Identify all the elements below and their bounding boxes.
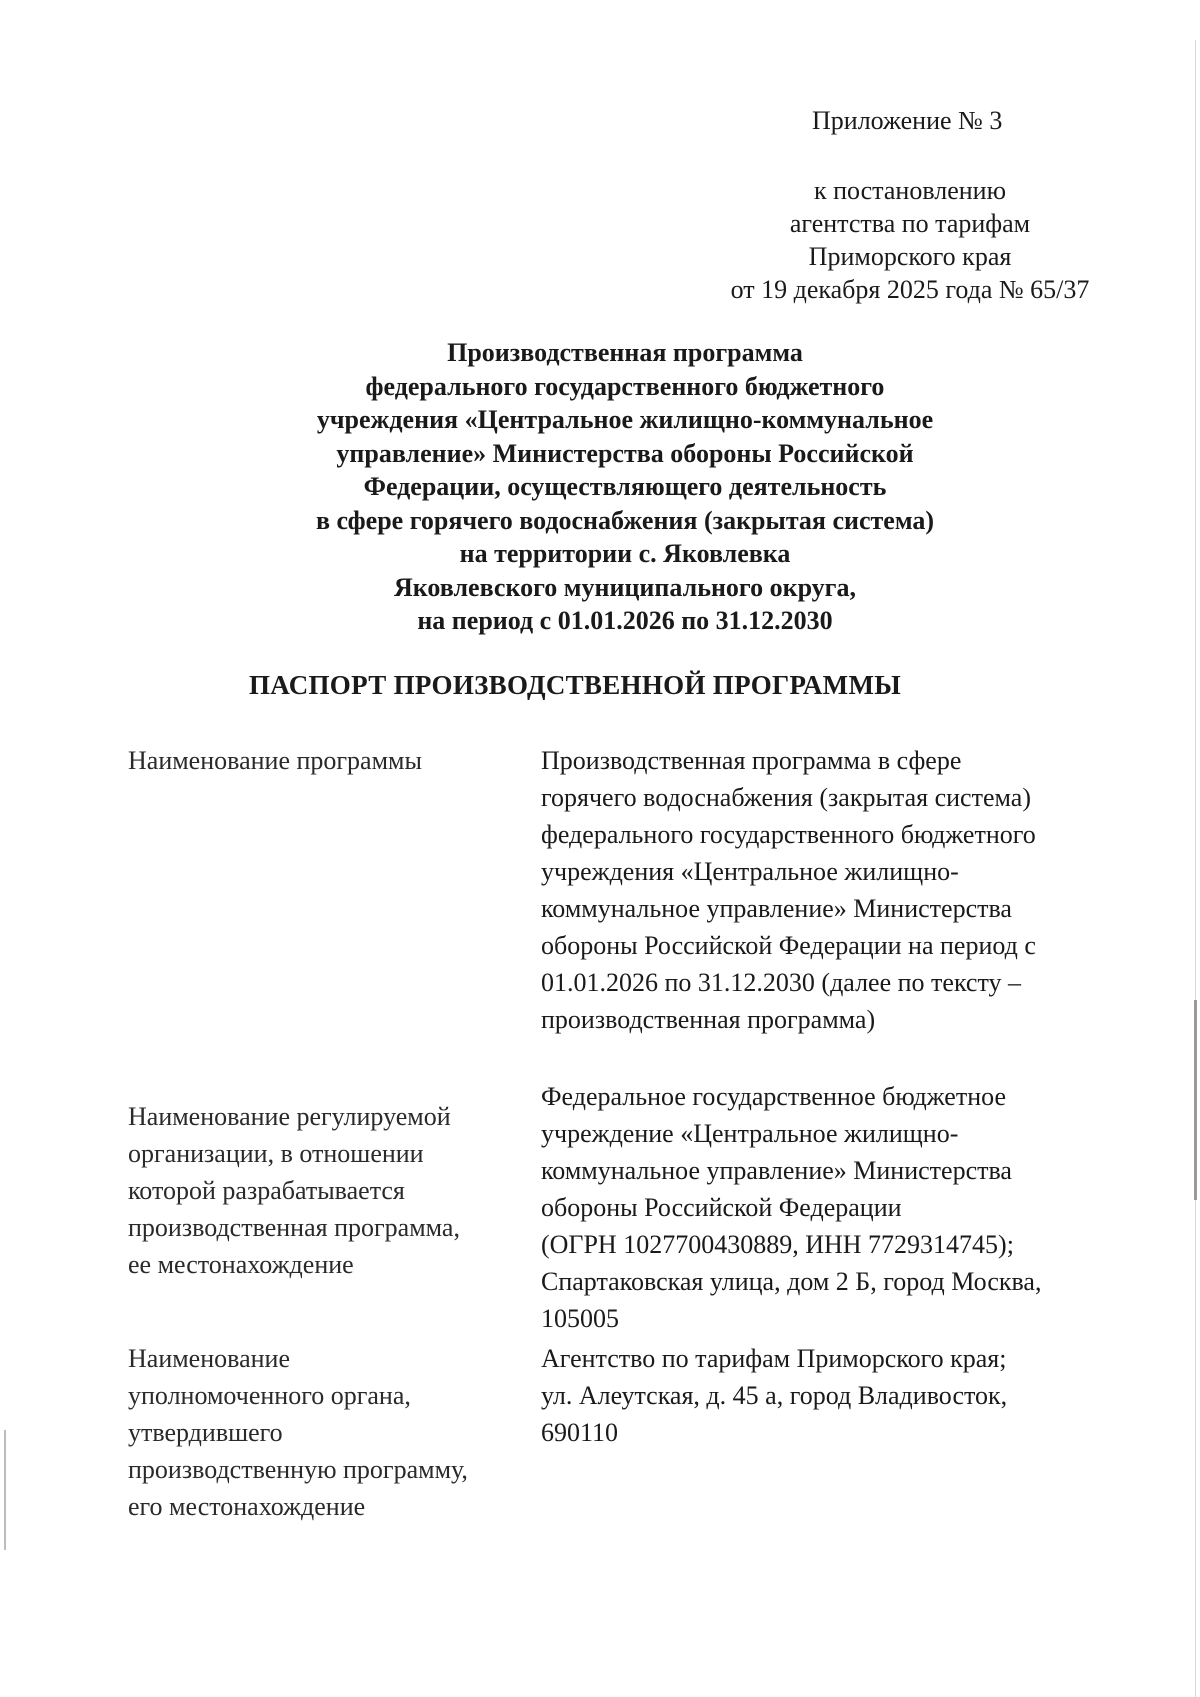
decree-reference: [700, 174, 1120, 306]
appendix-number: Приложение № 3: [812, 106, 1003, 135]
decree-line: к постановлению: [813, 176, 1007, 205]
title-line: Яковлевского муниципального округа,: [393, 572, 856, 602]
title-line: в сфере горячего водоснабжения (закрытая система): [315, 505, 935, 535]
title-line: на период с 01.01.2026 по 31.12.2030: [417, 606, 833, 635]
row-label-program-name: Наименование программы: [128, 746, 422, 775]
row-value-program-name: Производственная программа в сфере горячего водоснабжения (закрытая система) федерального государственного бюджетного учреждения «Центральное жилищно- коммунальное управление» Министерства обороны Российской Федерации на период с 01.01.2026 по 31.12.2030 (далее по тексту – производственная программа): [541, 746, 1036, 1034]
decree-line: Приморского края: [808, 242, 1012, 271]
title-line: учреждения «Центральное жилищно-коммунальное: [316, 405, 934, 434]
title-line: управление» Министерства обороны Российской: [336, 438, 914, 468]
decree-line: от 19 декабря 2025 года № 65/37: [730, 275, 1090, 304]
decree-line: агентства по тарифам: [789, 209, 1031, 238]
title-line: Федерации, осуществляющего деятельность: [363, 472, 887, 501]
row-label-authorized-body: Наименование уполномоченного органа, утвердившего производственную программу, его местонахождение: [128, 1344, 468, 1521]
title-line: федерального государственного бюджетного: [365, 371, 885, 401]
row-value-regulated-organization: Федеральное государственное бюджетное учреждение «Центральное жилищно- коммунальное управление» Министерства обороны Российской Федерации (ОГРН 1027700430889, ИНН 7729314745); Спартаковская улица, дом 2 Б, город Москва, 105005: [541, 1082, 1042, 1333]
row-value-authorized-body: Агентство по тарифам Приморского края; ул. Алеутская, д. 45 а, город Владивосток, 690110: [541, 1344, 1008, 1447]
scan-edge-mark: [1194, 1000, 1197, 1200]
program-title: [200, 336, 1050, 638]
scan-edge-line: [1195, 40, 1196, 1697]
passport-heading: ПАСПОРТ ПРОИЗВОДСТВЕННОЙ ПРОГРАММЫ: [248, 670, 902, 700]
title-line: Производственная программа: [447, 338, 803, 367]
row-label-regulated-organization: Наименование регулируемой организации, в отношении которой разрабатывается производственная программа, ее местонахождение: [128, 1102, 460, 1279]
scan-edge-mark-left: [4, 1430, 6, 1550]
title-line: на территории с. Яковлевка: [459, 539, 791, 568]
